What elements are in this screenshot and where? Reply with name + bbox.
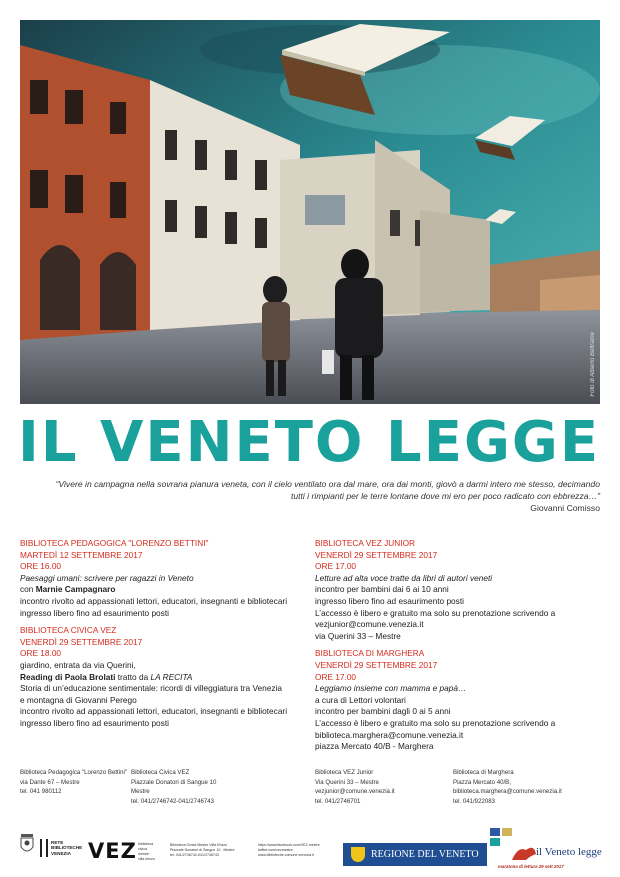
rete-line-1: RETE	[51, 839, 64, 845]
vez-side-text	[138, 842, 155, 862]
website-link[interactable]: www.biblioteche.comune.venezia.it	[258, 853, 314, 857]
event-desc-0: Storia di un’educazione sentimentale: ricordi di villeggiatura tra Venezia	[20, 683, 282, 694]
event-library: BIBLIOTECA CIVICA VEZ	[20, 625, 117, 636]
vez-side-3: mestre	[138, 852, 149, 856]
event-date: VENERDÌ 29 SETTEMBRE 2017	[315, 659, 438, 670]
event-desc-0b: e montagna di Giovanni Perego	[20, 694, 137, 705]
partner-logos-icon	[490, 828, 514, 846]
event-vez-junior	[315, 538, 605, 642]
event-desc-1: incontro rivolto ad appassionati lettori, educatori, insegnanti e bibliotecari	[20, 706, 288, 717]
event-address: via Querini 33 – Mestre	[315, 630, 401, 641]
event-email[interactable]: vezjunior@comune.venezia.it	[315, 619, 424, 630]
event-civica-vez	[20, 625, 310, 729]
quote-line-2: tutti i rimpianti per le terre lontane dove mi ero per poco radicato con ebbrezza…”	[290, 491, 600, 501]
rete-line-2: BIBLIOTECHE	[51, 845, 83, 851]
vez-web-links	[258, 843, 338, 858]
contact-name: Biblioteca Pedagogica "Lorenzo Bettini"	[20, 769, 127, 776]
event-reading	[20, 672, 310, 684]
event-library: BIBLIOTECA VEZ JUNIOR	[315, 538, 416, 548]
vez-addr-3: tel. 041/2746742-041/2746743	[170, 853, 219, 857]
vez-address	[170, 843, 248, 858]
contact-address: Via Querini 33 – Mestre	[315, 778, 379, 786]
event-time: ORE 16.00	[20, 561, 62, 572]
events-left-column	[20, 538, 310, 730]
contact-marghera	[453, 768, 603, 806]
contact-address: Piazza Mercato 40/B,	[453, 778, 511, 786]
contact-extra: Mestre	[131, 788, 150, 795]
event-guest-prefix: con	[20, 584, 36, 595]
event-line-2: ingresso libero fino ad esaurimento posti	[315, 595, 464, 606]
contact-vez-junior	[315, 768, 435, 806]
city-crest-icon	[20, 834, 34, 861]
contact-tel: tel. 041/2746701	[315, 797, 361, 805]
events-right-column	[315, 538, 605, 753]
contact-address: via Dante 67 – Mestre	[20, 778, 80, 786]
page-title: IL VENETO LEGGE	[18, 410, 601, 475]
event-email[interactable]: biblioteca.marghera@comune.venezia.it	[315, 729, 464, 740]
quote	[40, 478, 600, 502]
event-date: VENERDÌ 29 SETTEMBRE 2017	[20, 636, 143, 647]
photo-credit: Foto di Alberto Beltrame	[590, 331, 596, 396]
event-marghera	[315, 648, 605, 752]
contact-tel: tel. 041/2746742-041/2746743	[131, 797, 215, 805]
event-guest	[20, 584, 310, 596]
contact-email[interactable]: biblioteca.marghera@comune.venezia.it	[453, 788, 562, 795]
event-reading-name: Reading di Paola Brolati	[20, 671, 116, 682]
facebook-link[interactable]: https://www.facebook.com/VEZ.mestre	[258, 843, 320, 847]
hero-photo	[20, 20, 600, 404]
rete-biblioteche-logo	[40, 839, 82, 857]
event-title: Leggiamo insieme con mamma e papà…	[315, 683, 467, 694]
event-desc-1: incontro rivolto ad appassionati lettori, educatori, insegnanti e bibliotecari	[20, 595, 288, 606]
event-desc-2: ingresso libero fino ad esaurimento posti	[20, 607, 169, 618]
event-address: piazza Mercato 40/B - Marghera	[315, 741, 434, 752]
contact-name: Biblioteca Civica VEZ	[131, 769, 190, 776]
regione-label: REGIONE DEL VENETO	[371, 849, 479, 860]
event-date: MARTEDÌ 12 SETTEMBRE 2017	[20, 549, 143, 560]
contact-name: Biblioteca di Marghera	[453, 769, 514, 776]
event-title: Paesaggi umani: scrivere per ragazzi in Veneto	[20, 572, 194, 583]
event-reading-title: LA RECITA	[150, 671, 193, 682]
vez-side-4: villa erizzo	[138, 857, 155, 861]
event-line-3: L’accesso è libero e gratuito ma solo su prenotazione scrivendo a	[315, 607, 556, 618]
contact-name: Biblioteca VEZ Junior	[315, 769, 374, 776]
lion-shield-icon	[351, 847, 365, 862]
rete-line-3: VENEZIA	[51, 850, 71, 856]
event-place: giardino, entrata da via Querini,	[20, 659, 136, 670]
event-desc-2: ingresso libero fino ad esaurimento posti	[20, 717, 169, 728]
event-time: ORE 18.00	[20, 648, 62, 659]
contact-tel: tel. 041/922083	[453, 797, 496, 805]
vez-addr-1: Biblioteca Civica Mestre Villa Erizzo	[170, 843, 228, 847]
twitter-link[interactable]: twitter.com/vezmestre	[258, 848, 293, 852]
vl-logo-text: il Veneto legge	[536, 846, 602, 858]
piazza-illustration	[20, 20, 600, 404]
event-line-3: L’accesso è libero e gratuito ma solo su prenotazione scrivendo a	[315, 717, 556, 728]
contact-civica-vez	[131, 768, 261, 806]
contact-tel: tel. 041 980112	[20, 788, 62, 795]
quote-line-1: “Vivere in campagna nella sovrana pianura veneta, con il cielo ventilato ora dal mare, ora dai monti, giovò a darmi intero me stesso, decimando	[55, 479, 600, 489]
vez-logo: VEZ	[88, 839, 137, 863]
lion-icon	[510, 846, 538, 862]
event-guest-name: Marnie Campagnaro	[35, 584, 116, 595]
regione-veneto-logo	[343, 843, 487, 866]
il-veneto-legge-logo	[490, 828, 602, 874]
rete-books-icon	[40, 839, 48, 857]
contact-pedagogica	[20, 768, 130, 797]
vez-side-1: biblioteca	[138, 842, 154, 846]
event-time: ORE 17.00	[315, 671, 357, 682]
event-line-0: a cura di Lettori volontari	[315, 694, 406, 705]
event-title: Letture ad alta voce tratte da libri di autori veneti	[315, 572, 493, 583]
event-library: BIBLIOTECA DI MARGHERA	[315, 648, 425, 659]
vez-addr-2: Piazzale Donatori di Sangue 10 - Mestre	[170, 848, 235, 852]
footer-logos	[0, 820, 620, 877]
event-date: VENERDÌ 29 SETTEMBRE 2017	[315, 549, 438, 560]
event-pedagogica	[20, 538, 310, 619]
contact-email[interactable]: vezjunior@comune.venezia.it	[315, 788, 395, 795]
event-library: BIBLIOTECA PEDAGOGICA "LORENZO BETTINI"	[20, 538, 209, 548]
event-reading-mid: tratto da	[115, 671, 151, 682]
quote-author: Giovanni Comisso	[530, 503, 600, 513]
event-line-1: incontro per bambini dai 6 ai 10 anni	[315, 584, 449, 595]
vez-side-2: civica	[138, 847, 147, 851]
vl-logo-subtitle: maratona di lettura 29 sett 2017	[498, 864, 564, 869]
event-time: ORE 17.00	[315, 561, 357, 572]
event-line-1: incontro per bambini dagli 0 ai 5 anni	[315, 706, 451, 717]
contact-address: Piazzale Donatori di Sangue 10	[131, 778, 217, 786]
